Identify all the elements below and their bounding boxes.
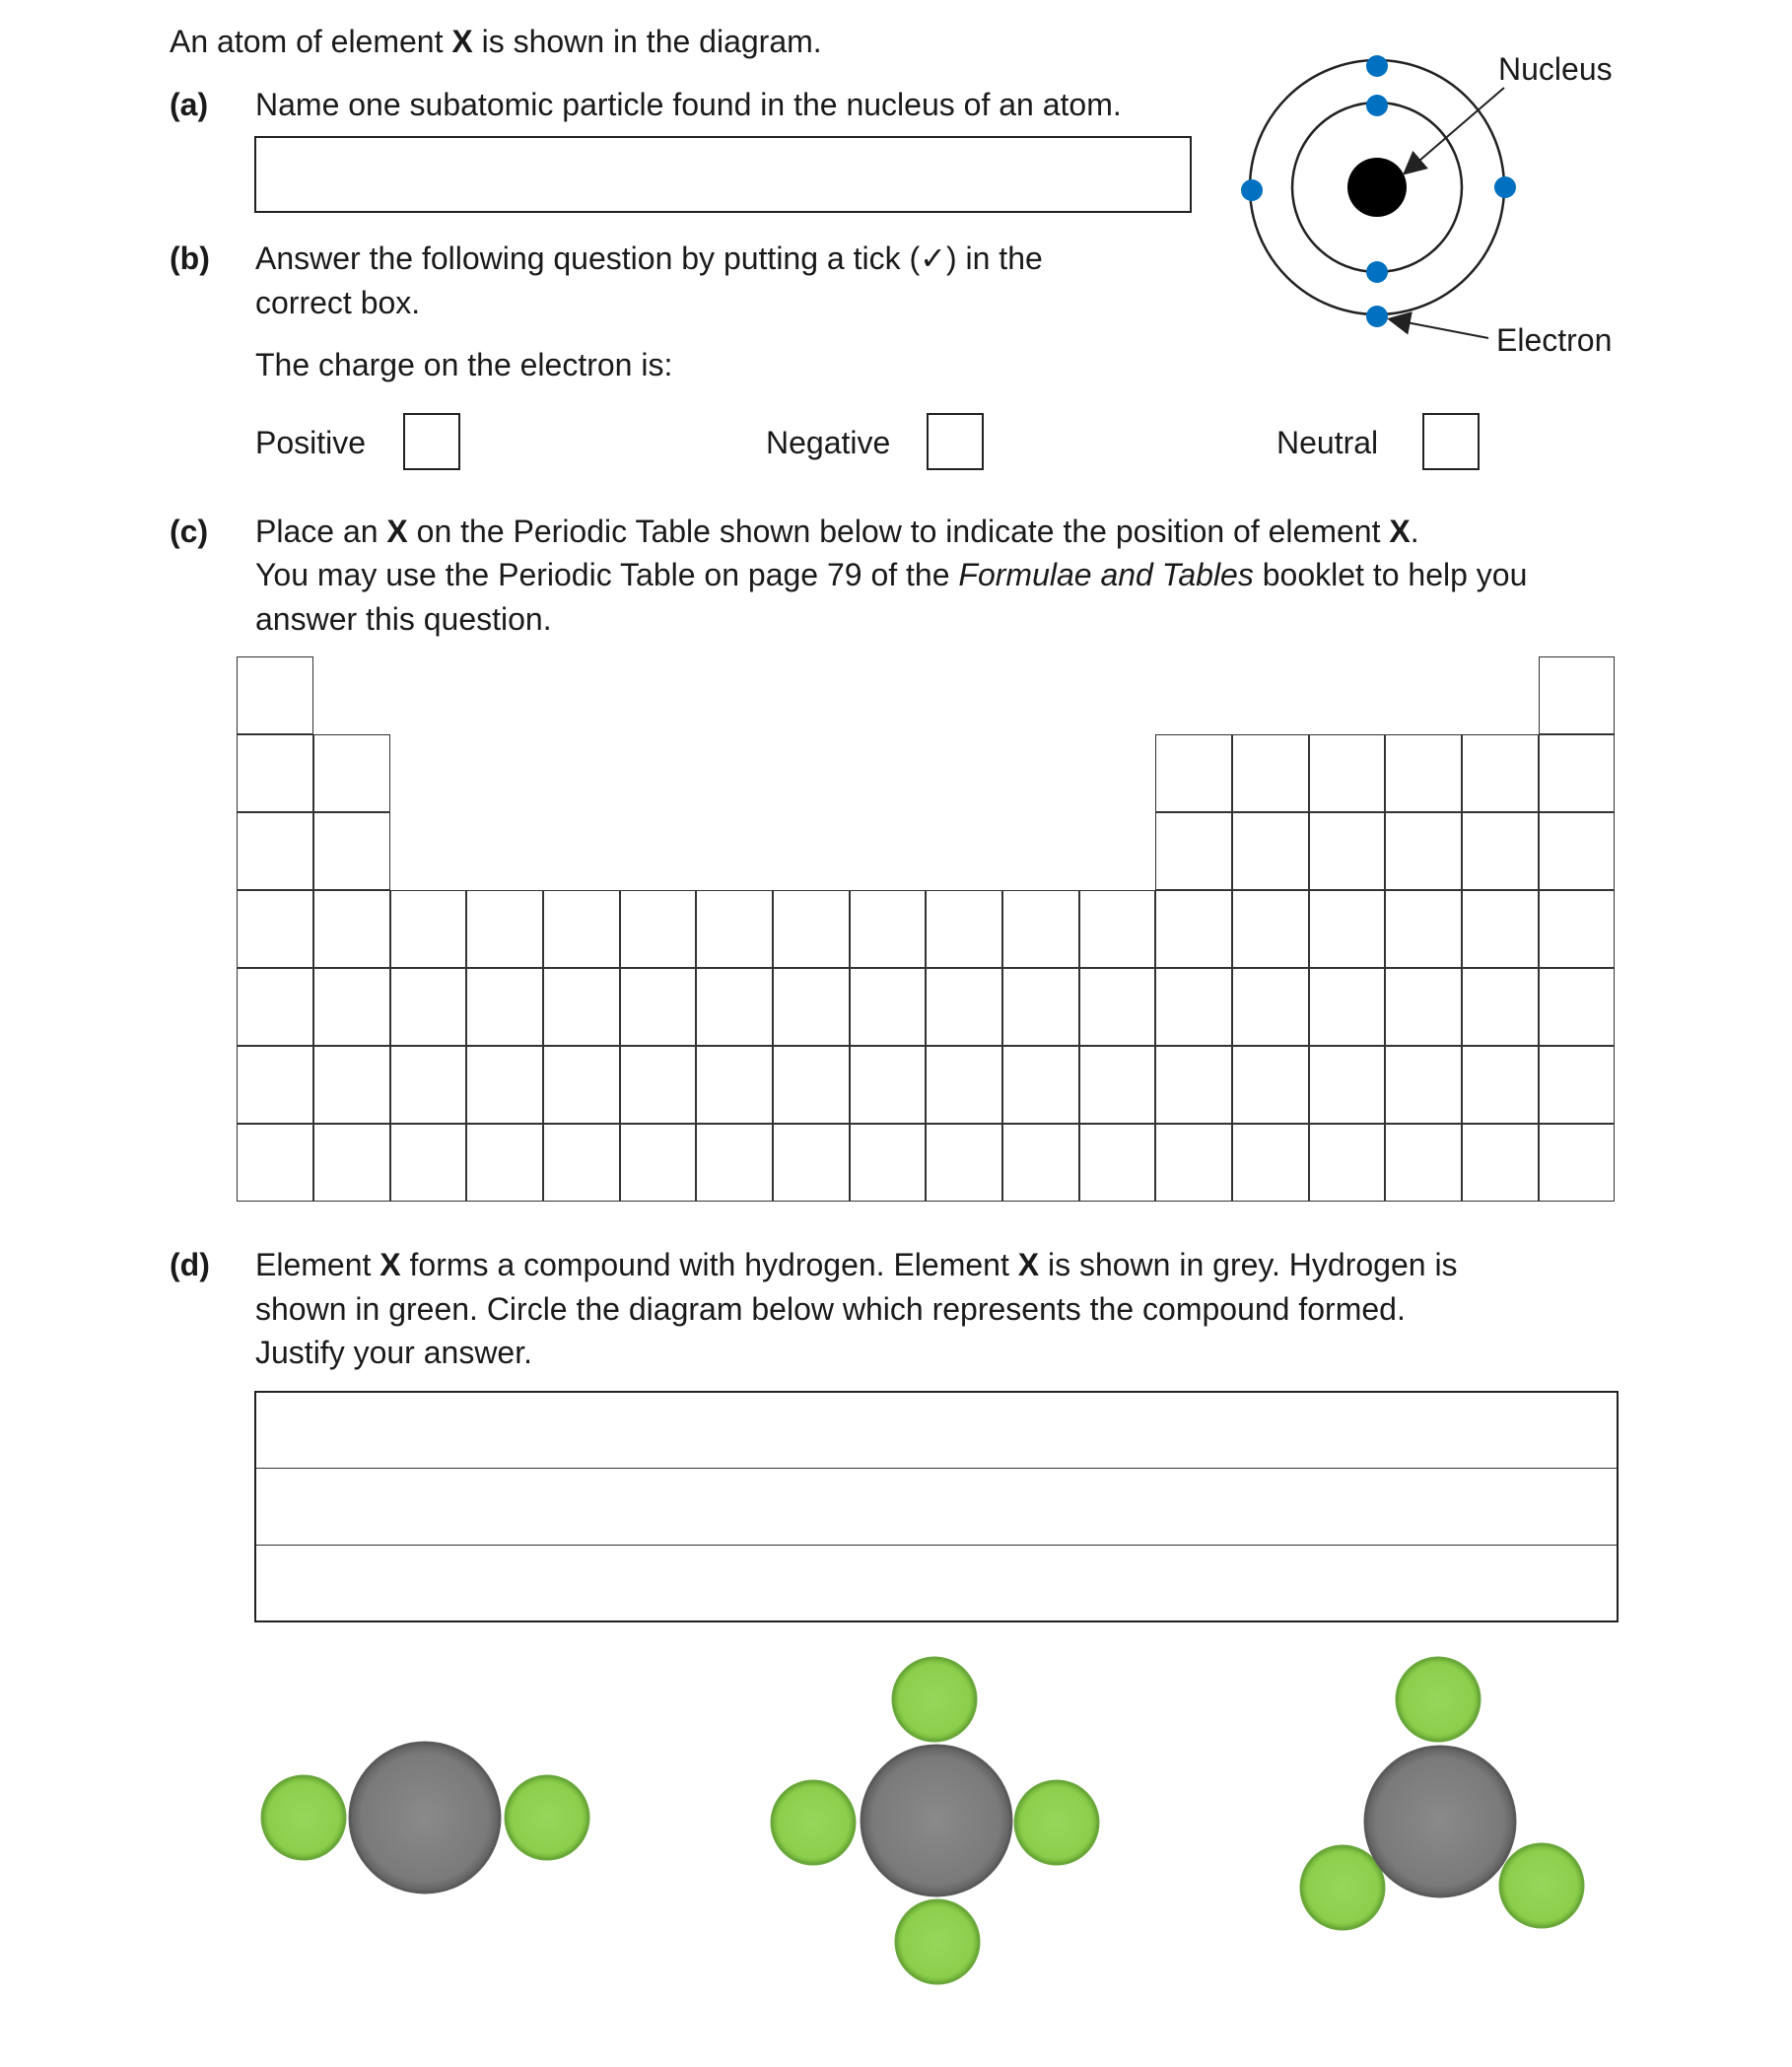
- periodic-cell[interactable]: [543, 890, 620, 968]
- periodic-cell[interactable]: [1155, 890, 1232, 968]
- periodic-cell[interactable]: [926, 968, 1002, 1046]
- periodic-cell[interactable]: [1385, 968, 1462, 1046]
- periodic-cell[interactable]: [1155, 734, 1232, 812]
- periodic-cell[interactable]: [313, 1046, 390, 1124]
- electron: [1241, 179, 1263, 201]
- periodic-cell[interactable]: [1539, 1046, 1616, 1124]
- periodic-cell[interactable]: [773, 1124, 850, 1202]
- periodic-cell[interactable]: [620, 968, 697, 1046]
- periodic-cell[interactable]: [773, 968, 850, 1046]
- periodic-cell[interactable]: [390, 1046, 467, 1124]
- periodic-cell[interactable]: [1385, 1124, 1462, 1202]
- periodic-cell[interactable]: [850, 1046, 927, 1124]
- option-positive-label: Positive: [255, 425, 367, 460]
- periodic-cell[interactable]: [1155, 1046, 1232, 1124]
- periodic-cell[interactable]: [1079, 1124, 1156, 1202]
- periodic-cell[interactable]: [1462, 968, 1539, 1046]
- periodic-cell[interactable]: [1539, 734, 1616, 812]
- part-d-label: (d): [170, 1247, 210, 1282]
- inner-shell: [1292, 103, 1462, 272]
- answer-line: [256, 1545, 1617, 1546]
- periodic-cell[interactable]: [850, 890, 927, 968]
- periodic-cell[interactable]: [926, 890, 1002, 968]
- periodic-cell[interactable]: [466, 1124, 543, 1202]
- periodic-cell[interactable]: [1155, 812, 1232, 890]
- periodic-cell[interactable]: [313, 1124, 390, 1202]
- periodic-cell[interactable]: [1079, 968, 1156, 1046]
- part-a-question: Name one subatomic particle found in the nucleus of an atom.: [255, 87, 1122, 122]
- periodic-cell[interactable]: [237, 1046, 313, 1124]
- periodic-cell[interactable]: [1539, 968, 1616, 1046]
- electron: [1494, 176, 1516, 198]
- option-neutral-checkbox[interactable]: [1422, 413, 1480, 470]
- periodic-cell[interactable]: [543, 968, 620, 1046]
- periodic-cell[interactable]: [1385, 1046, 1462, 1124]
- periodic-cell[interactable]: [543, 1046, 620, 1124]
- periodic-cell[interactable]: [696, 968, 773, 1046]
- periodic-cell[interactable]: [1309, 1124, 1386, 1202]
- part-b-line2: correct box.: [255, 285, 421, 320]
- periodic-cell[interactable]: [313, 968, 390, 1046]
- periodic-cell[interactable]: [1232, 812, 1309, 890]
- electron-pointer: [1391, 319, 1488, 338]
- nucleus-pointer: [1406, 88, 1504, 172]
- periodic-cell[interactable]: [1309, 968, 1386, 1046]
- electron: [1366, 95, 1388, 116]
- periodic-cell[interactable]: [1462, 734, 1539, 812]
- periodic-cell[interactable]: [1462, 1046, 1539, 1124]
- periodic-cell[interactable]: [237, 734, 313, 812]
- periodic-cell[interactable]: [1385, 734, 1462, 812]
- periodic-cell[interactable]: [1079, 1046, 1156, 1124]
- periodic-cell[interactable]: [1462, 890, 1539, 968]
- periodic-cell[interactable]: [1539, 1124, 1616, 1202]
- periodic-cell[interactable]: [390, 1124, 467, 1202]
- periodic-cell[interactable]: [237, 656, 313, 734]
- part-d-line3: Justify your answer.: [255, 1335, 532, 1370]
- periodic-cell[interactable]: [1309, 812, 1386, 890]
- periodic-cell[interactable]: [237, 812, 313, 890]
- electron: [1366, 261, 1388, 283]
- option-negative-label: Negative: [766, 425, 891, 460]
- periodic-cell[interactable]: [773, 890, 850, 968]
- nucleus: [1347, 158, 1407, 217]
- electron-label: Electron: [1496, 322, 1613, 358]
- periodic-cell[interactable]: [1232, 1124, 1309, 1202]
- periodic-cell[interactable]: [1155, 968, 1232, 1046]
- periodic-cell[interactable]: [620, 1046, 697, 1124]
- periodic-cell[interactable]: [1232, 1046, 1309, 1124]
- periodic-cell[interactable]: [313, 812, 390, 890]
- periodic-cell[interactable]: [1232, 734, 1309, 812]
- part-d-answer-box[interactable]: [254, 1391, 1619, 1622]
- periodic-cell[interactable]: [1309, 734, 1386, 812]
- periodic-cell[interactable]: [1002, 890, 1079, 968]
- part-c-line1: Place an X on the Periodic Table shown below to indicate the position of element X.: [255, 514, 1419, 549]
- periodic-cell[interactable]: [237, 968, 313, 1046]
- electron: [1366, 306, 1388, 327]
- periodic-cell[interactable]: [696, 1124, 773, 1202]
- periodic-cell[interactable]: [466, 890, 543, 968]
- periodic-cell[interactable]: [850, 968, 927, 1046]
- part-c-label: (c): [170, 514, 209, 549]
- periodic-cell[interactable]: [1232, 890, 1309, 968]
- intro-text: An atom of element X is shown in the diagram.: [170, 24, 822, 59]
- molecule-option-2: [772, 1658, 1098, 1983]
- periodic-cell[interactable]: [1385, 890, 1462, 968]
- option-positive-checkbox[interactable]: [403, 413, 460, 470]
- periodic-cell[interactable]: [1155, 1124, 1232, 1202]
- part-a-label: (a): [170, 87, 209, 122]
- part-b-line1: Answer the following question by putting a tick (✓) in the: [255, 241, 1043, 276]
- periodic-cell[interactable]: [237, 890, 313, 968]
- nucleus-label: Nucleus: [1498, 51, 1613, 87]
- periodic-cell[interactable]: [696, 1046, 773, 1124]
- part-b-label: (b): [170, 241, 210, 276]
- periodic-cell[interactable]: [390, 968, 467, 1046]
- periodic-cell[interactable]: [850, 1124, 927, 1202]
- periodic-cell[interactable]: [1462, 812, 1539, 890]
- periodic-cell[interactable]: [1002, 1046, 1079, 1124]
- periodic-cell[interactable]: [773, 1046, 850, 1124]
- part-a-answer-box[interactable]: [254, 136, 1192, 213]
- part-b-prompt: The charge on the electron is:: [255, 347, 673, 382]
- part-c-line2: You may use the Periodic Table on page 79 of the Formulae and Tables booklet to help you: [255, 557, 1528, 592]
- periodic-cell[interactable]: [390, 890, 467, 968]
- periodic-cell[interactable]: [466, 1046, 543, 1124]
- outer-shell: [1250, 60, 1504, 314]
- periodic-cell[interactable]: [1309, 1046, 1386, 1124]
- periodic-cell[interactable]: [926, 1124, 1002, 1202]
- electron: [1366, 55, 1388, 77]
- molecule-option-1: [262, 1743, 588, 1893]
- periodic-cell[interactable]: [1002, 1124, 1079, 1202]
- part-c-line3: answer this question.: [255, 601, 552, 637]
- periodic-cell[interactable]: [1385, 812, 1462, 890]
- periodic-cell[interactable]: [1539, 890, 1616, 968]
- periodic-cell[interactable]: [1079, 890, 1156, 968]
- periodic-cell[interactable]: [1539, 656, 1616, 734]
- option-neutral-label: Neutral: [1276, 425, 1379, 460]
- option-negative-checkbox[interactable]: [927, 413, 984, 470]
- periodic-cell[interactable]: [237, 1124, 313, 1202]
- periodic-cell[interactable]: [1309, 890, 1386, 968]
- periodic-cell[interactable]: [1539, 812, 1616, 890]
- periodic-cell[interactable]: [466, 968, 543, 1046]
- molecule-option-3: [1301, 1658, 1583, 1929]
- periodic-cell[interactable]: [313, 734, 390, 812]
- periodic-cell[interactable]: [1232, 968, 1309, 1046]
- periodic-cell[interactable]: [543, 1124, 620, 1202]
- periodic-cell[interactable]: [620, 1124, 697, 1202]
- periodic-cell[interactable]: [926, 1046, 1002, 1124]
- periodic-cell[interactable]: [620, 890, 697, 968]
- periodic-cell[interactable]: [1002, 968, 1079, 1046]
- part-d-line2: shown in green. Circle the diagram below which represents the compound formed.: [255, 1291, 1406, 1327]
- part-d-line1: Element X forms a compound with hydrogen. Element X is shown in grey. Hydrogen is: [255, 1247, 1458, 1282]
- periodic-cell[interactable]: [1462, 1124, 1539, 1202]
- periodic-cell[interactable]: [313, 890, 390, 968]
- periodic-cell[interactable]: [696, 890, 773, 968]
- answer-line: [256, 1468, 1617, 1469]
